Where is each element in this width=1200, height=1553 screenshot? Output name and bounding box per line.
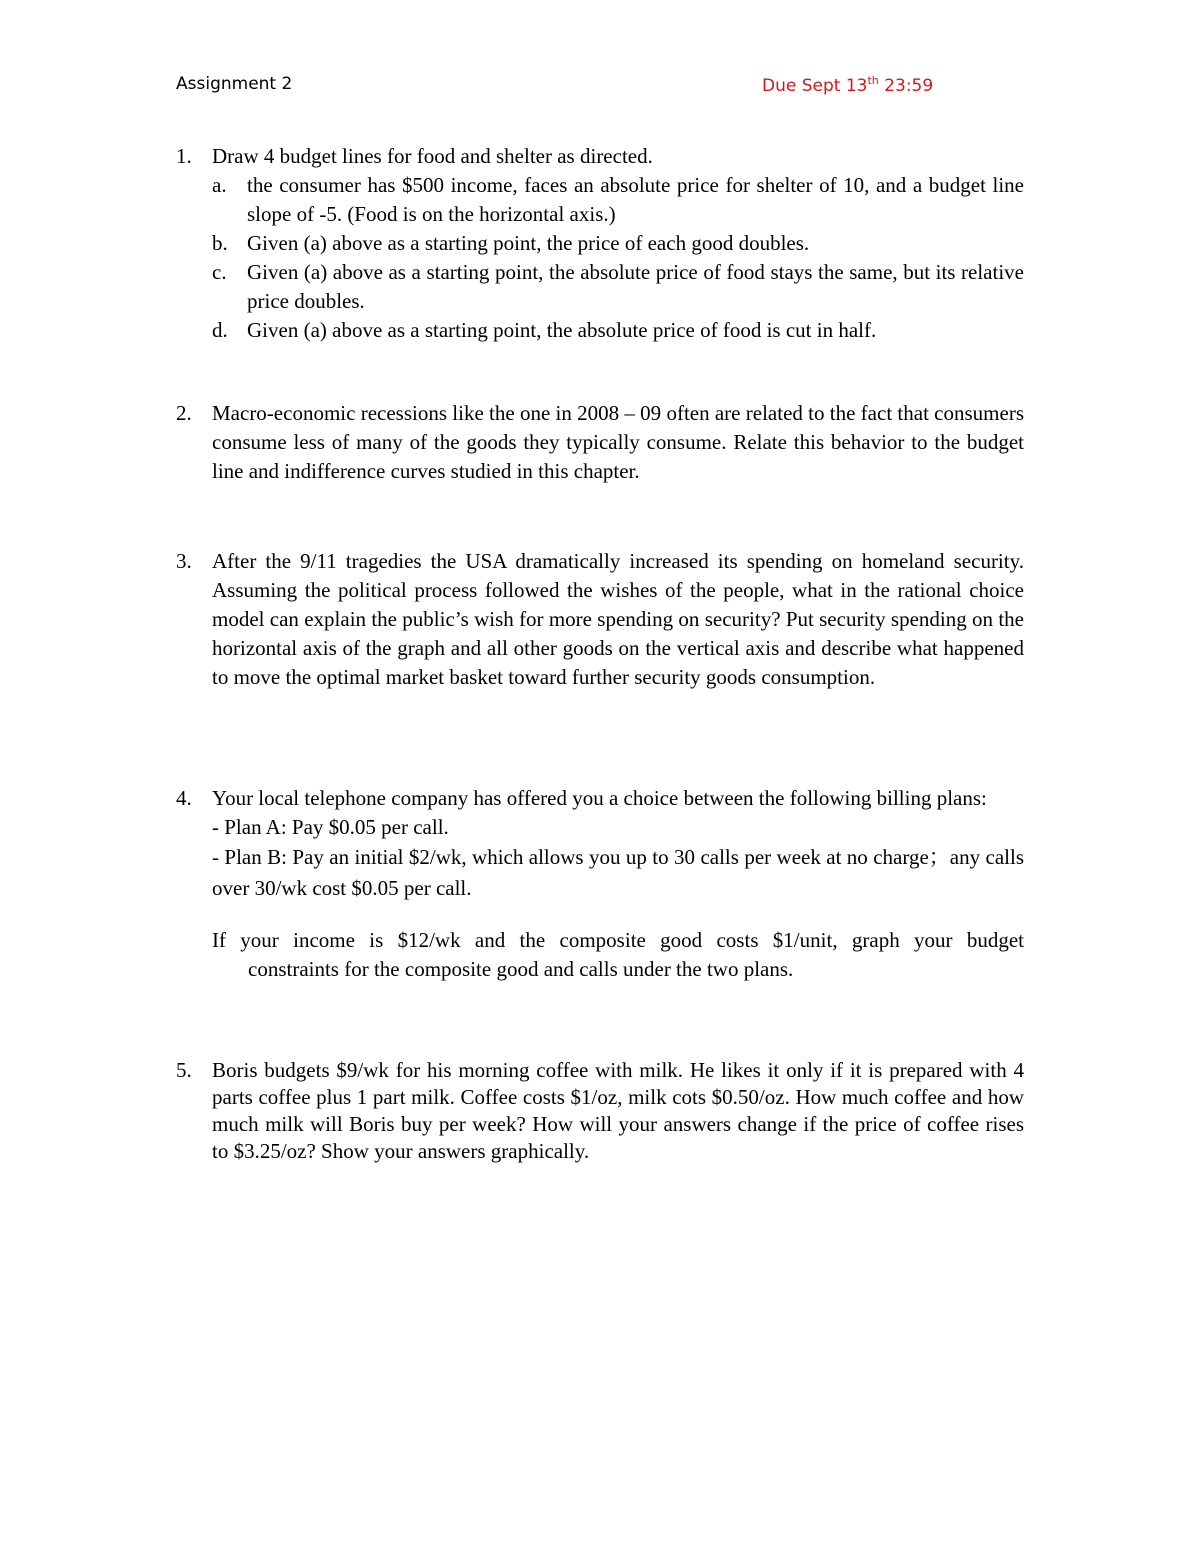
followup-paragraph	[212, 926, 1024, 984]
question-text: Draw 4 budget lines for food and shelter as directed.	[212, 144, 653, 168]
due-date-time: 23:59	[878, 76, 934, 96]
question-2	[176, 399, 1024, 486]
question-part-d	[212, 316, 1024, 345]
followup-first-line: If your income is $12/wk and the composite good costs $1/unit, graph your budget	[212, 928, 1024, 952]
question-number: 2.	[176, 401, 192, 425]
question-number: 3.	[176, 549, 192, 573]
question-part-c	[212, 258, 1024, 316]
question-4	[176, 784, 1024, 984]
due-date-superscript: th	[867, 74, 879, 87]
followup-continuation: constraints for the composite good and calls under the two plans.	[248, 957, 794, 981]
question-text: Your local telephone company has offered you a choice between the following billing plans:	[212, 786, 987, 810]
question-3	[176, 547, 1024, 692]
part-text: the consumer has $500 income, faces an absolute price for shelter of 10, and a budget line slope of -5. (Food is on the horizontal axis.)	[247, 173, 1024, 226]
question-1	[176, 142, 1024, 345]
plan-b-text: - Plan B: Pay an initial $2/wk, which allows you up to 30 calls per week at no charge；any calls over 30/wk cost $0.05 per call.	[212, 845, 1024, 900]
part-text: Given (a) above as a starting point, the absolute price of food is cut in half.	[247, 318, 877, 342]
question-text: Boris budgets $9/wk for his morning coffee with milk. He likes it only if it is prepared with 4 parts coffee plus 1 part milk. Coffee costs $1/oz, milk cots $0.50/oz. How much coffee and how much milk will Boris buy per week? How will your answers change if the price of coffee rises to $3.25/oz? Show your answers graphically.	[212, 1058, 1024, 1163]
question-number: 5.	[176, 1058, 192, 1082]
question-text: After the 9/11 tragedies the USA dramatically increased its spending on homeland security. Assuming the political process followed the wishes of the people, what in the rational choice model can explain the public’s wish for more spending on security? Put security spending on the horizontal axis of the graph and all other goods on the vertical axis and describe what happened to move the optimal market basket toward further security goods consumption.	[212, 549, 1024, 689]
question-number: 1.	[176, 144, 192, 168]
part-letter: c.	[212, 260, 227, 284]
part-text: Given (a) above as a starting point, the price of each good doubles.	[247, 231, 810, 255]
due-date	[762, 74, 933, 96]
part-letter: a.	[212, 173, 227, 197]
part-letter: d.	[212, 318, 228, 342]
part-letter: b.	[212, 231, 228, 255]
question-number: 4.	[176, 786, 192, 810]
plan-a-text: - Plan A: Pay $0.05 per call.	[212, 815, 449, 839]
question-part-b	[212, 229, 1024, 258]
assignment-title: Assignment 2	[176, 74, 293, 94]
question-text: Macro-economic recessions like the one in 2008 – 09 often are related to the fact that consumers consume less of many of the goods they typically consume. Relate this behavior to the budget line and indifference curves studied in this chapter.	[212, 401, 1024, 483]
question-part-a	[212, 171, 1024, 229]
part-text: Given (a) above as a starting point, the absolute price of food stays the same, but its relative price doubles.	[247, 260, 1024, 313]
due-date-prefix: Due Sept 13	[762, 76, 868, 96]
question-5	[176, 1057, 1024, 1165]
